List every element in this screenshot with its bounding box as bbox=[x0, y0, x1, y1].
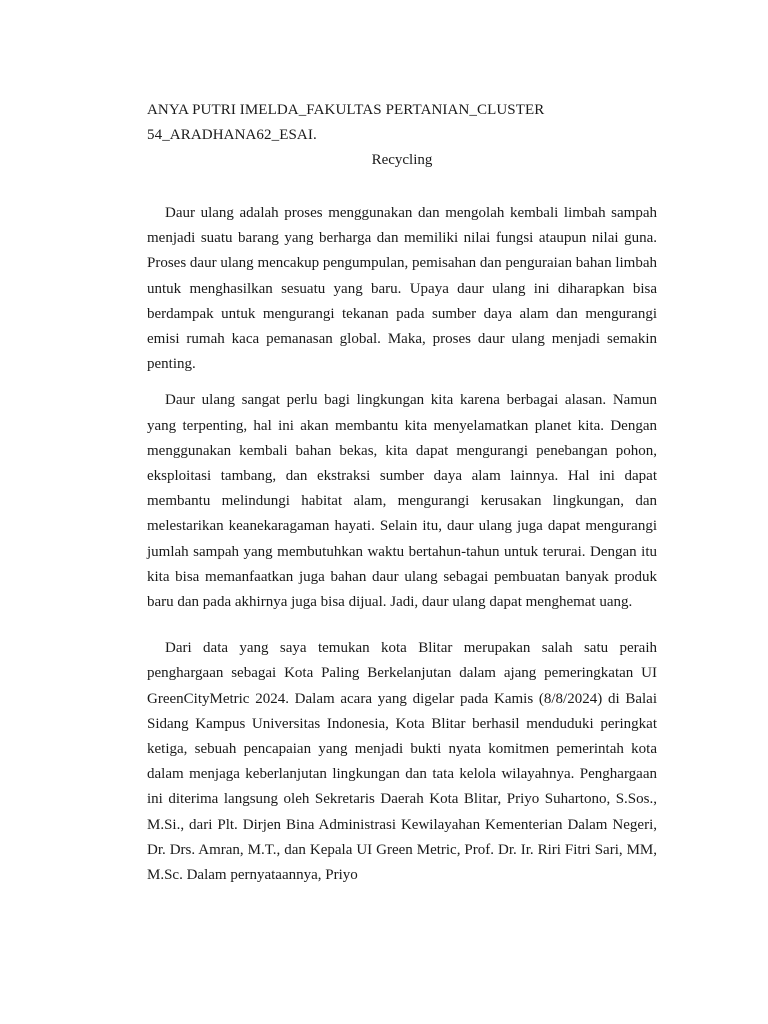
paragraph-2: Daur ulang sangat perlu bagi lingkungan kita karena berbagai alasan. Namun yang terpenting, hal ini akan membantu kita menyelamatkan planet kita. Dengan menggunakan kembali bahan bekas, kita dapat mengurangi penebangan pohon, eksploitasi tambang, dan ekstraksi sumber daya alam lainnya. Hal ini dapat membantu melindungi habitat alam, mengurangi kerusakan lingkungan, dan melestarikan keanekaragaman hayati. Selain itu, daur ulang juga dapat mengurangi jumlah sampah yang membutuhkan waktu bertahun-tahun untuk terurai. Dengan itu kita bisa memanfaatkan juga bahan daur ulang sebagai pembuatan banyak produk baru dan pada akhirnya juga bisa dijual. Jadi, daur ulang dapat menghemat uang. bbox=[147, 392, 657, 611]
document-title: Recycling bbox=[371, 152, 433, 168]
paragraph-1: Daur ulang adalah proses menggunakan dan mengolah kembali limbah sampah menjadi suatu barang yang berharga dan memiliki nilai fungsi ataupun nilai guna. Proses daur ulang mencakup pengumpulan, pemisahan dan penguraian bahan limbah untuk menghasilkan sesuatu yang baru. Upaya daur ulang ini diharapkan bisa berdampak untuk mengurangi tekanan pada sumber daya alam dan mengurangi emisi rumah kaca pemanasan global. Maka, proses daur ulang menjadi semakin penting. bbox=[147, 205, 657, 373]
document-page bbox=[147, 98, 657, 888]
author-header-line-2: 54_ARADHANA62_ESAI. bbox=[147, 127, 317, 143]
paragraph-3: Dari data yang saya temukan kota Blitar merupakan salah satu peraih penghargaan sebagai Kota Paling Berkelanjutan dalam ajang pemeringkatan UI GreenCityMetric 2024. Dalam acara yang digelar pada Kamis (8/8/2024) di Balai Sidang Kampus Universitas Indonesia, Kota Blitar berhasil menduduki peringkat ketiga, sebuah pencapaian yang menjadi bukti nyata komitmen pemerintah kota dalam menjaga keberlanjutan lingkungan dan tata kelola wilayahnya. Penghargaan ini diterima langsung oleh Sekretaris Daerah Kota Blitar, Priyo Suhartono, S.Sos., M.Si., dari Plt. Dirjen Bina Administrasi Kewilayahan Kementerian Dalam Negeri, Dr. Drs. Amran, M.T., dan Kepala UI Green Metric, Prof. Dr. Ir. Riri Fitri Sari, MM, M.Sc. Dalam pernyataannya, Priyo bbox=[147, 640, 657, 884]
author-header-line-1: ANYA PUTRI IMELDA_FAKULTAS PERTANIAN_CLUSTER bbox=[147, 102, 545, 118]
